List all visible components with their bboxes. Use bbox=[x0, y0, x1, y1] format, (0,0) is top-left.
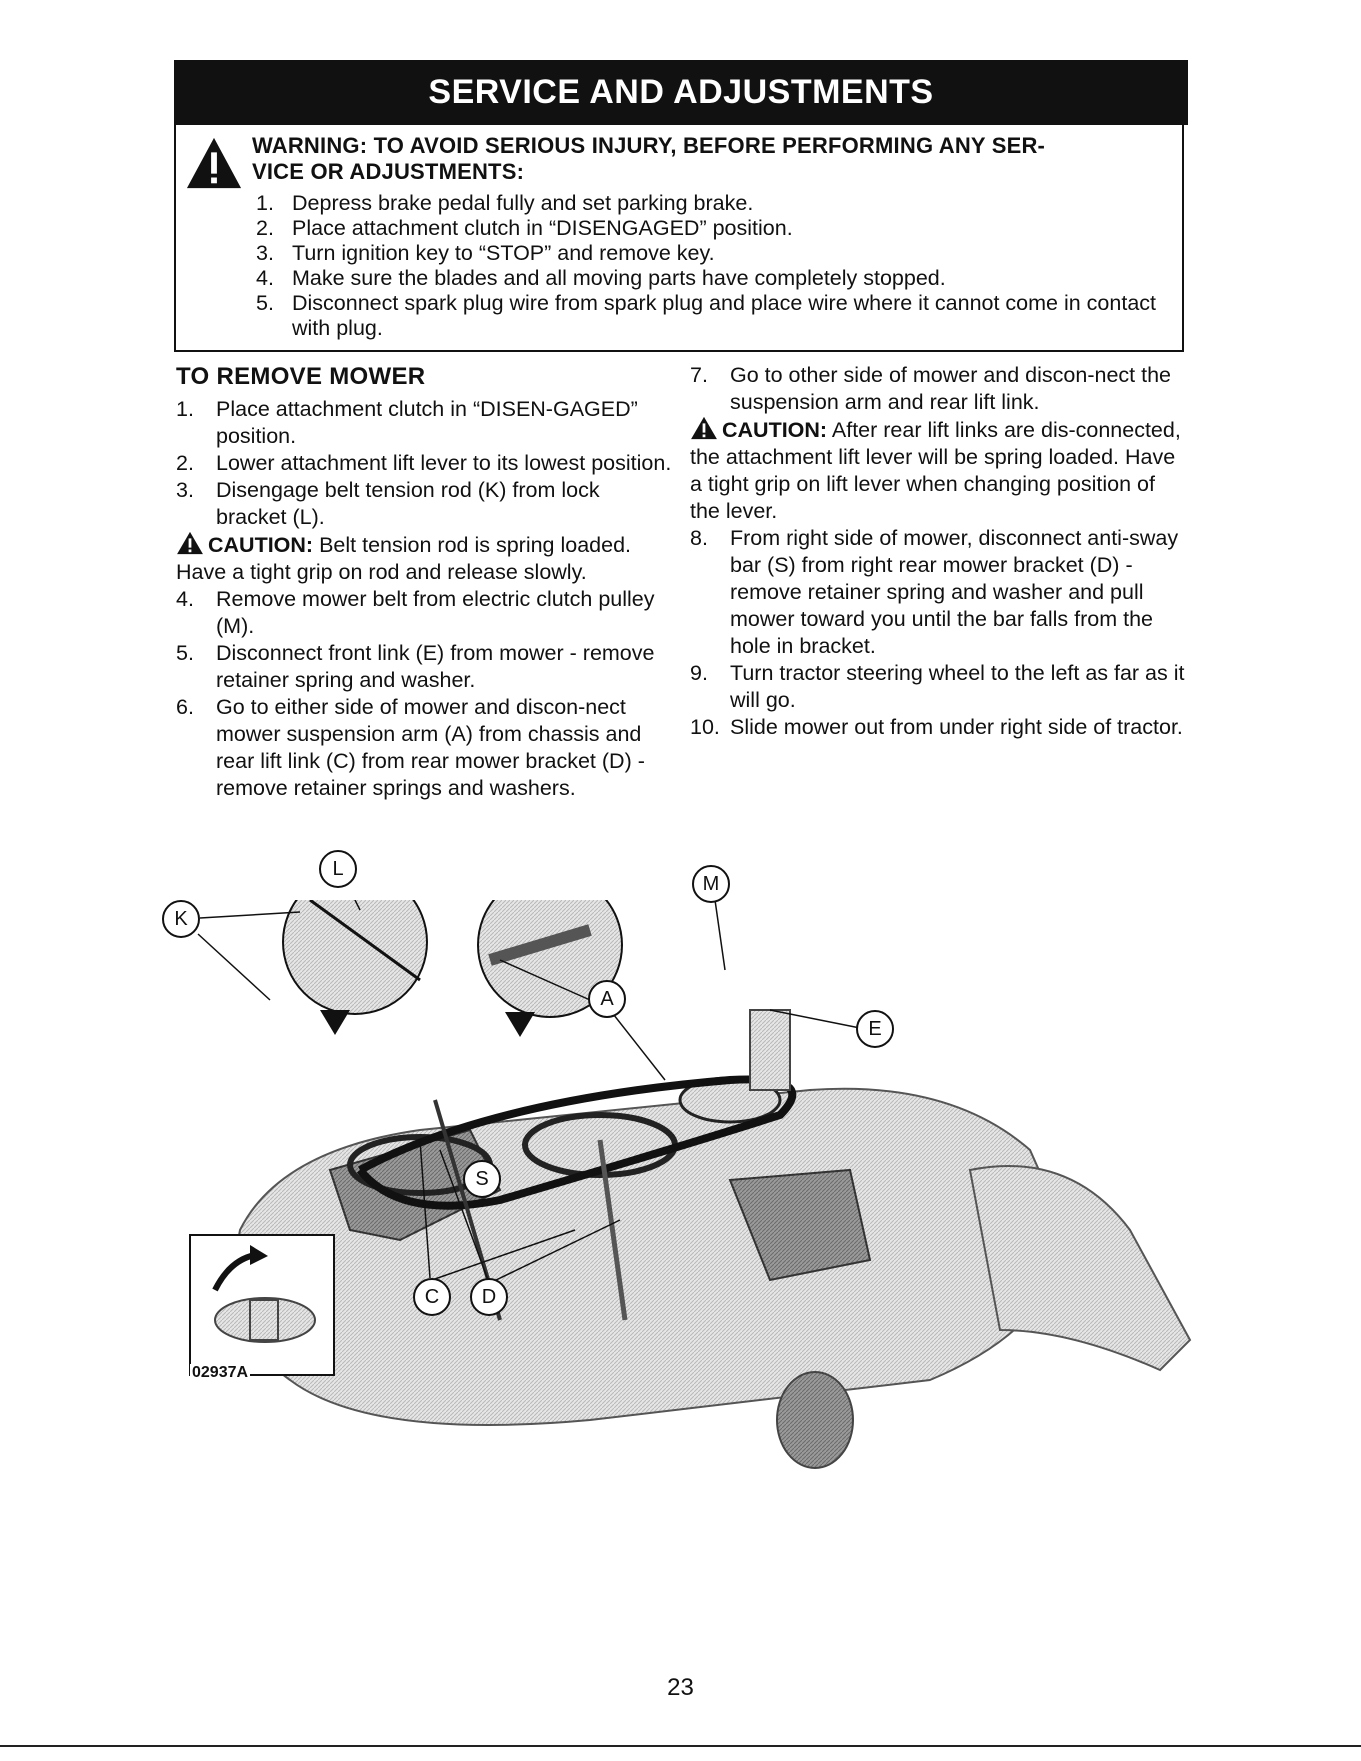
list-item: 9. Turn tractor steering wheel to the left as far as it will go. bbox=[690, 661, 1185, 712]
section-title: TO REMOVE MOWER bbox=[176, 363, 426, 390]
list-item: 2. Lower attachment lift lever to its lowest position. bbox=[176, 451, 672, 475]
steps-list bbox=[176, 396, 676, 531]
bottom-rule bbox=[0, 1745, 1361, 1747]
list-item: 4. Remove mower belt from electric clutch pulley (M). bbox=[176, 587, 655, 638]
caution-label: CAUTION: bbox=[722, 418, 828, 442]
callout-C: C bbox=[413, 1278, 451, 1316]
left-column bbox=[176, 362, 676, 802]
caution-label: CAUTION: bbox=[208, 533, 314, 557]
page-number: 23 bbox=[667, 1674, 694, 1701]
caution-triangle-icon bbox=[690, 416, 718, 440]
list-item: 5. Disconnect spark plug wire from spark plug and place wire where it cannot come in contact with plug. bbox=[256, 291, 1156, 340]
callout-E: E bbox=[856, 1010, 894, 1048]
steps-list bbox=[176, 586, 676, 802]
callout-L: L bbox=[319, 850, 357, 888]
steps-list bbox=[690, 362, 1190, 416]
caution-triangle-icon bbox=[176, 531, 204, 555]
callout-S: S bbox=[463, 1160, 501, 1198]
list-item: 6. Go to either side of mower and discon-nect mower suspension arm (A) from chassis and rear lift link (C) from rear mower bracket (D) - remove retainer springs and washers. bbox=[176, 695, 645, 800]
callout-A: A bbox=[588, 980, 626, 1018]
callout-M: M bbox=[692, 865, 730, 903]
warning-title bbox=[252, 133, 1172, 185]
list-item: 2. Place attachment clutch in “DISENGAGED” position. bbox=[256, 216, 793, 240]
callout-D: D bbox=[470, 1278, 508, 1316]
figure-code: 02937A bbox=[192, 1364, 249, 1381]
caution-note bbox=[690, 416, 1190, 525]
caution-text: After rear lift links are dis-connected, the attachment lift lever will be spring loaded. Have a tight grip on lift lever when changing position of the lever. bbox=[690, 418, 1181, 523]
right-column bbox=[690, 362, 1190, 741]
list-item: 1. Depress brake pedal fully and set parking brake. bbox=[256, 191, 754, 215]
warning-list bbox=[256, 191, 1156, 341]
steps-list bbox=[690, 525, 1190, 741]
mower-deck-illustration bbox=[170, 858, 1200, 1510]
list-item: 5. Disconnect front link (E) from mower - remove retainer spring and washer. bbox=[176, 641, 655, 692]
caution-note bbox=[176, 531, 676, 586]
mower-deck-drawing bbox=[170, 900, 1200, 1510]
list-item: 3. Disengage belt tension rod (K) from lock bracket (L). bbox=[176, 478, 600, 529]
list-item: 3. Turn ignition key to “STOP” and remove key. bbox=[256, 241, 715, 265]
list-item: 4. Make sure the blades and all moving parts have completely stopped. bbox=[256, 266, 946, 290]
list-item: 7. Go to other side of mower and discon-nect the suspension arm and rear lift link. bbox=[690, 363, 1171, 414]
callout-K: K bbox=[162, 900, 200, 938]
warning-triangle-icon bbox=[185, 135, 243, 191]
section-banner: SERVICE AND ADJUSTMENTS bbox=[174, 60, 1188, 125]
warning-title-line1: WARNING: TO AVOID SERIOUS INJURY, BEFORE PERFORMING ANY SER- bbox=[252, 133, 1046, 158]
list-item: 8. From right side of mower, disconnect anti-sway bar (S) from right rear mower bracket (D) - remove retainer spring and washer and pull mower toward you until the bar falls from the hole in bracket. bbox=[690, 526, 1179, 658]
caution-text: Belt tension rod is spring loaded. Have a tight grip on rod and release slowly. bbox=[176, 533, 632, 584]
warning-box bbox=[174, 125, 1184, 352]
list-item: 10. Slide mower out from under right side of tractor. bbox=[690, 715, 1183, 739]
list-item: 1. Place attachment clutch in “DISEN-GAGED” position. bbox=[176, 397, 638, 448]
warning-title-line2: VICE OR ADJUSTMENTS: bbox=[252, 159, 525, 184]
